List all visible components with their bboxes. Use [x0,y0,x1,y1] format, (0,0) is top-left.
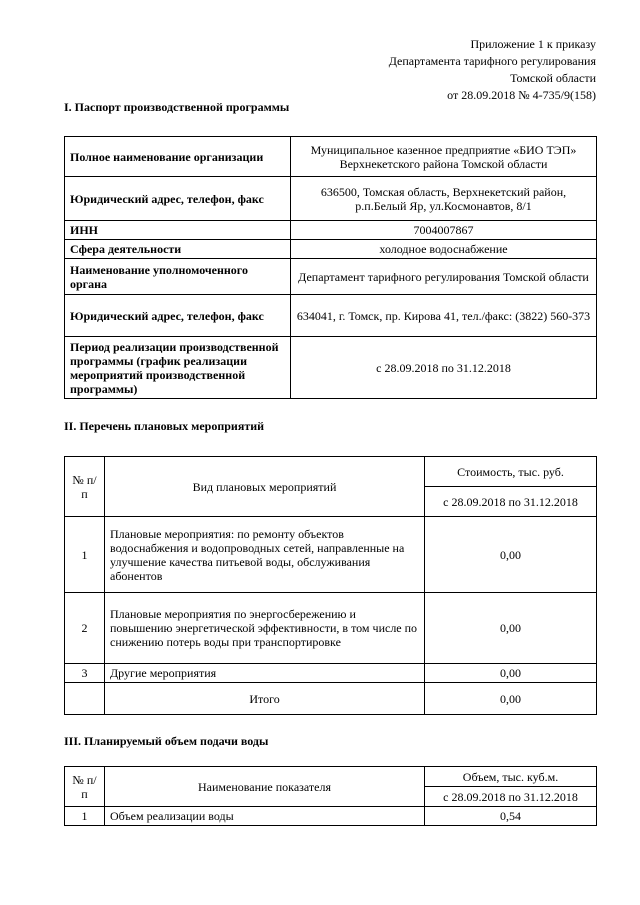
table-row [65,664,597,683]
row-value: 634041, г. Томск, пр. Кирова 41, тел./факс: (3822) 560-373 [291,295,597,337]
total-value: 0,00 [425,683,597,715]
row-label: ИНН [65,221,291,240]
section-1-title: I. Паспорт производственной программы [64,100,290,114]
section-3-title: III. Планируемый объем подачи воды [64,734,269,748]
header-name: Наименование показателя [105,767,425,807]
row-label: Период реализации производственной программы (график реализации мероприятий производственной программы) [65,337,291,399]
row-value: 0,00 [425,593,597,664]
header-cost: Стоимость, тыс. руб. [425,457,597,487]
row-label: Наименование уполномоченного органа [65,259,291,295]
total-empty-cell [65,683,105,715]
row-num: 1 [65,517,105,593]
header-num: № п/п [65,457,105,517]
row-value: Департамент тарифного регулирования Томской области [291,259,597,295]
row-label: Юридический адрес, телефон, факс [65,177,291,221]
header-kind: Вид плановых мероприятий [105,457,425,517]
passport-table [64,136,597,399]
row-num: 2 [65,593,105,664]
volume-table [64,766,597,826]
row-label: Сфера деятельности [65,240,291,259]
header-period: с 28.09.2018 по 31.12.2018 [425,487,597,517]
table-row [65,177,597,221]
table-row [65,259,597,295]
row-value: 7004007867 [291,221,597,240]
row-value: 0,00 [425,517,597,593]
row-value: 0,00 [425,664,597,683]
total-label: Итого [105,683,425,715]
row-name: Объем реализации воды [105,807,425,826]
table-row [65,137,597,177]
table-row [65,221,597,240]
table-row [65,807,597,826]
table-header-row [65,767,597,787]
row-value: Муниципальное казенное предприятие «БИО ТЭП» Верхнекетского района Томской области [291,137,597,177]
row-num: 1 [65,807,105,826]
row-name: Другие мероприятия [105,664,425,683]
table-row [65,240,597,259]
attachment-line: от 28.09.2018 № 4-735/9(158) [447,88,596,102]
row-name: Плановые мероприятия: по ремонту объектов водоснабжения и водопроводных сетей, направленные на улучшение качества питьевой воды, обслуживания абонентов [105,517,425,593]
row-value: с 28.09.2018 по 31.12.2018 [291,337,597,399]
table-row [65,337,597,399]
row-value: 636500, Томская область, Верхнекетский район, р.п.Белый Яр, ул.Космонавтов, 8/1 [291,177,597,221]
row-label: Полное наименование организации [65,137,291,177]
row-num: 3 [65,664,105,683]
row-label: Юридический адрес, телефон, факс [65,295,291,337]
table-total-row [65,683,597,715]
header-num: № п/п [65,767,105,807]
table-row [65,593,597,664]
row-value: 0,54 [425,807,597,826]
attachment-line: Томской области [510,71,596,85]
header-volume: Объем, тыс. куб.м. [425,767,597,787]
header-period: с 28.09.2018 по 31.12.2018 [425,787,597,807]
attachment-header [389,36,596,104]
row-name: Плановые мероприятия по энергосбережению и повышению энергетической эффективности, в том числе по снижению потерь воды при транспортировке [105,593,425,664]
table-row [65,517,597,593]
attachment-line: Приложение 1 к приказу [470,37,596,51]
activities-table [64,456,597,715]
attachment-line: Департамента тарифного регулирования [388,54,596,68]
section-2-title: II. Перечень плановых мероприятий [64,419,265,433]
row-value: холодное водоснабжение [291,240,597,259]
table-row [65,295,597,337]
table-header-row [65,457,597,487]
